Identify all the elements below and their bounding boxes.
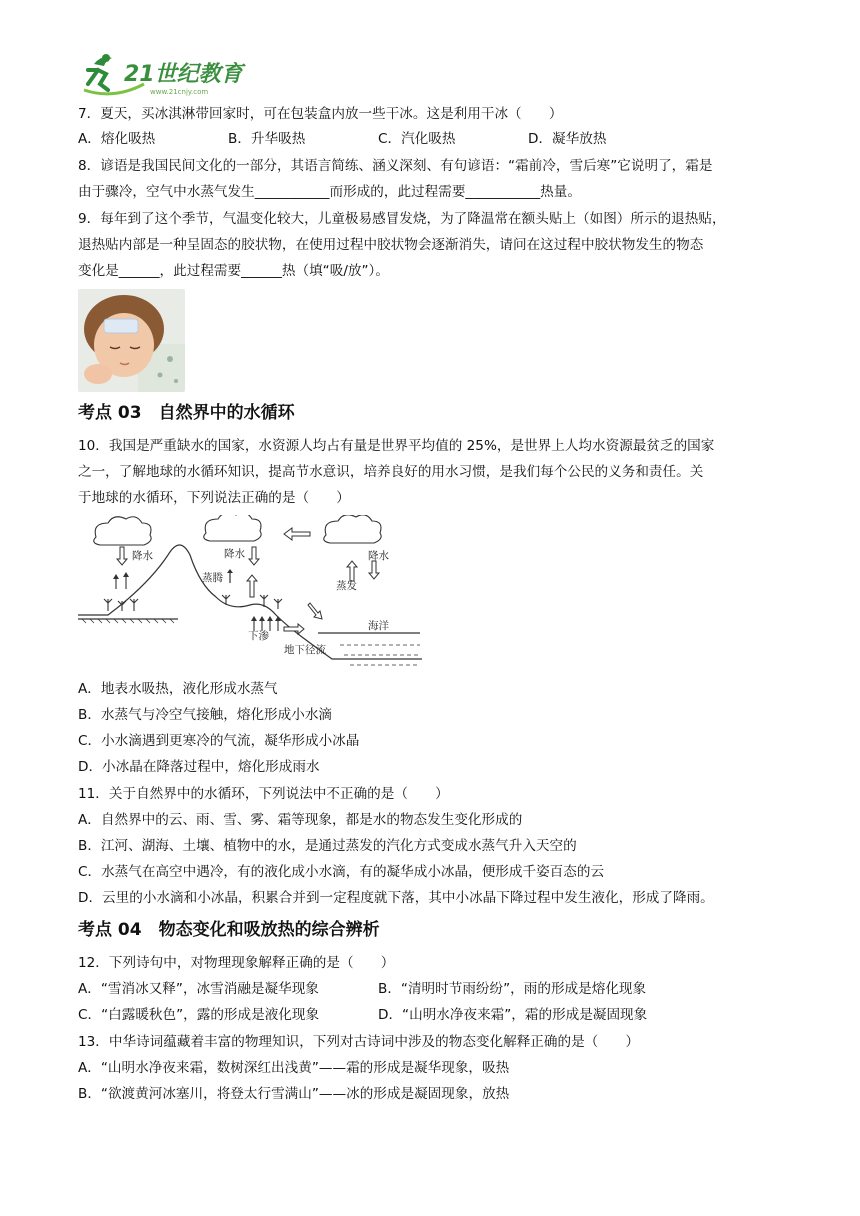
q7-option-c: C．汽化吸热 bbox=[378, 131, 456, 147]
q11-option-c: C．水蒸气在高空中遇冷，有的液化成小水滴，有的凝华成小冰晶，便形成千姿百态的云 bbox=[78, 864, 605, 880]
label-transpiration: 蒸腾 bbox=[202, 572, 223, 584]
section-4-title: 考点 04 物态变化和吸放热的综合辨析 bbox=[78, 920, 380, 940]
label-rain-1: 降水 bbox=[132, 550, 153, 562]
question-9-line3: 变化是______，此过程需要______热（填“吸/放”）。 bbox=[78, 263, 389, 279]
label-ocean: 海洋 bbox=[368, 620, 389, 632]
q7-option-d: D．凝华放热 bbox=[528, 131, 607, 147]
label-rain-2: 降水 bbox=[224, 548, 245, 560]
question-9-line2: 退热贴内部是一种呈固态的胶状物，在使用过程中胶状物会逐渐消失，请问在这过程中胶状物发生的物态 bbox=[78, 237, 704, 253]
question-10-line3: 于地球的水循环，下列说法正确的是（ ） bbox=[78, 490, 350, 506]
label-infiltration: 下渗 bbox=[248, 630, 269, 642]
question-13-stem: 13．中华诗词蕴藏着丰富的物理知识，下列对古诗词中涉及的物态变化解释正确的是（ ） bbox=[78, 1034, 640, 1050]
q12-option-b: B．“清明时节雨纷纷”，雨的形成是熔化现象 bbox=[378, 981, 647, 997]
q10-option-b: B．水蒸气与冷空气接触，熔化形成小水滴 bbox=[78, 707, 333, 723]
label-rain-3: 降水 bbox=[368, 550, 389, 562]
q11-option-b: B．江河、湖海、土壤、植物中的水，是通过蒸发的汽化方式变成水蒸气升入天空的 bbox=[78, 838, 577, 854]
question-11-stem: 11．关于自然界中的水循环，下列说法中不正确的是（ ） bbox=[78, 786, 449, 802]
section-3-title: 考点 03 自然界中的水循环 bbox=[78, 403, 295, 423]
q10-option-d: D．小冰晶在降落过程中，熔化形成雨水 bbox=[78, 759, 320, 775]
question-8-line1: 8．谚语是我国民间文化的一部分，其语言简练、涵义深刻、有句谚语：“霜前冷，雪后寒”它说明了，霜是 bbox=[78, 158, 713, 174]
q12-option-a: A．“雪消冰又释”，冰雪消融是凝华现象 bbox=[78, 981, 319, 997]
question-12-stem: 12．下列诗句中，对物理现象解释正确的是（ ） bbox=[78, 955, 395, 971]
question-8-line2: 由于骤冷，空气中水蒸气发生___________而形成的，此过程需要___________热量。 bbox=[78, 184, 581, 200]
water-cycle-diagram bbox=[78, 515, 423, 675]
q10-option-a: A．地表水吸热，液化形成水蒸气 bbox=[78, 681, 278, 697]
q10-option-c: C．小水滴遇到更寒冷的气流，凝华形成小冰晶 bbox=[78, 733, 360, 749]
site-logo bbox=[80, 50, 255, 98]
question-9-line1: 9．每年到了这个季节，气温变化较大，儿童极易感冒发烧，为了降温常在额头贴上（如图）所示的退热贴， bbox=[78, 211, 726, 227]
child-fever-patch-photo bbox=[78, 289, 185, 392]
q13-option-a: A．“山明水净夜来霜，数树深红出浅黄”——霜的形成是凝华现象，吸热 bbox=[78, 1060, 510, 1076]
q7-option-a: A．熔化吸热 bbox=[78, 131, 156, 147]
question-10-line1: 10．我国是严重缺水的国家，水资源人均占有量是世界平均值的 25%，是世界上人均水资源最贫乏的国家 bbox=[78, 438, 715, 454]
question-10-line2: 之一，了解地球的水循环知识，提高节水意识，培养良好的用水习惯，是我们每个公民的义务和责任。关 bbox=[78, 464, 704, 480]
q12-option-d: D．“山明水净夜来霜”，霜的形成是凝固现象 bbox=[378, 1007, 648, 1023]
label-evaporation: 蒸发 bbox=[336, 580, 357, 592]
cloud-icon bbox=[94, 515, 381, 545]
q11-option-a: A．自然界中的云、雨、雪、雾、霜等现象，都是水的物态发生变化形成的 bbox=[78, 812, 523, 828]
logo-text: 21世纪教育 bbox=[124, 62, 243, 87]
logo-url-text: www.21cnjy.com bbox=[150, 88, 209, 96]
q13-option-b: B．“欲渡黄河冰塞川，将登太行雪满山”——冰的形成是凝固现象，放热 bbox=[78, 1086, 510, 1102]
q7-option-b: B．升华吸热 bbox=[228, 131, 306, 147]
q12-option-c: C．“白露暖秋色”，露的形成是液化现象 bbox=[78, 1007, 320, 1023]
label-groundwater: 地下径流 bbox=[284, 644, 326, 656]
question-7-stem: 7．夏天，买冰淇淋带回家时，可在包装盒内放一些干冰。这是利用干冰（ ） bbox=[78, 106, 563, 122]
q11-option-d: D．云里的小水滴和小冰晶，积累合并到一定程度就下落，其中小冰晶下降过程中发生液化，形成了降雨。 bbox=[78, 890, 714, 906]
